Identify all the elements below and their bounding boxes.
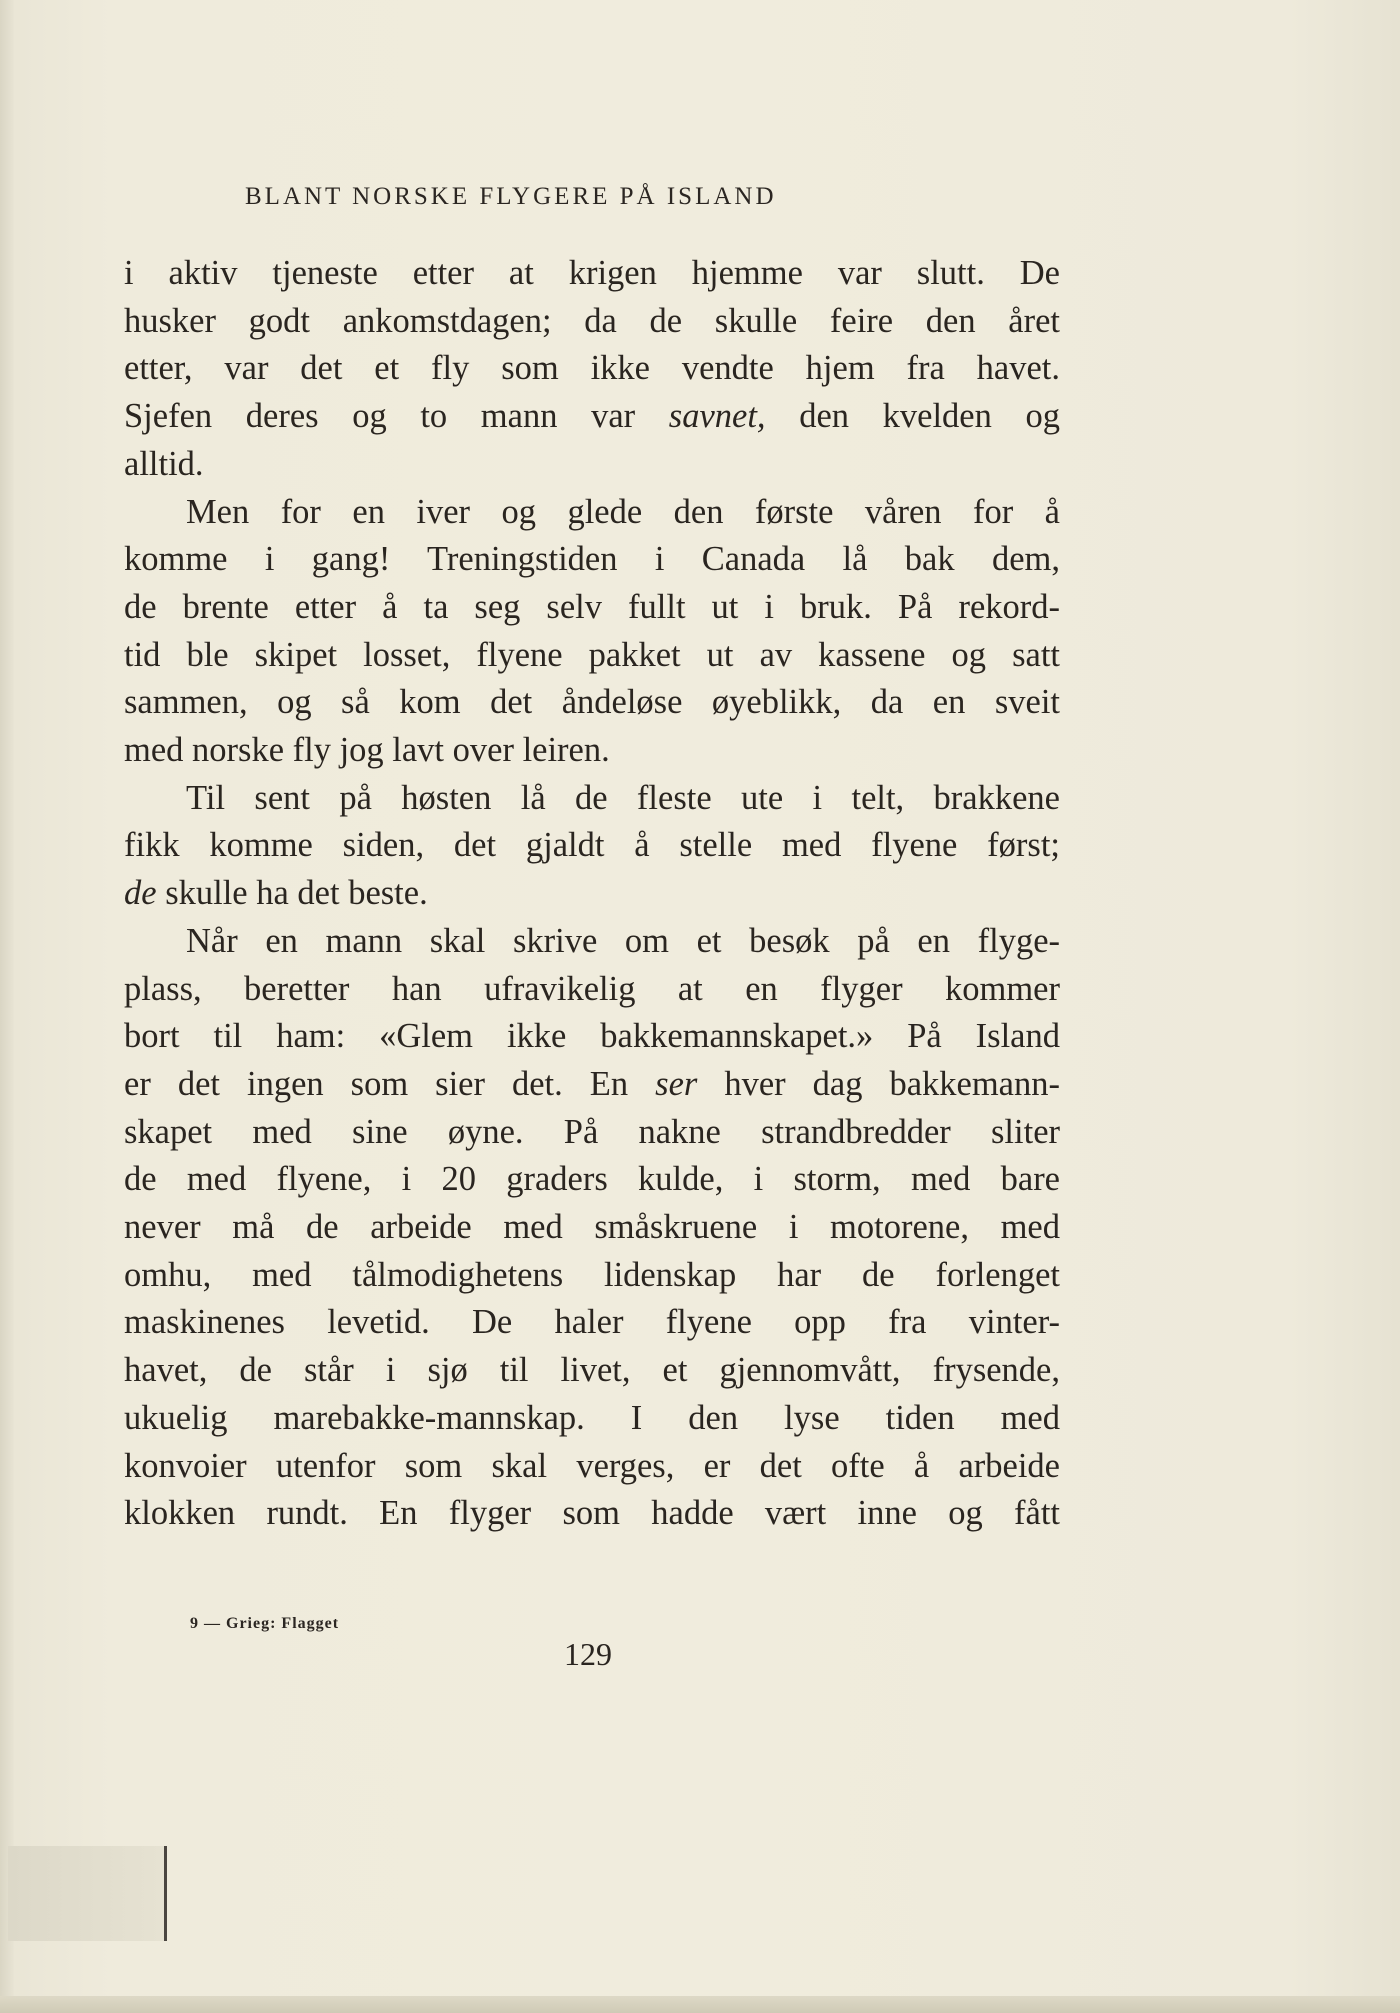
text-line: never må de arbeide med småskruene i motorene, med xyxy=(124,1208,1060,1247)
body-text xyxy=(124,250,1060,1538)
printer-signature-mark: 9 — Grieg: Flagget xyxy=(190,1615,340,1632)
page-number: 129 xyxy=(564,1636,612,1672)
text-line: med norske fly jog lavt over leiren. xyxy=(124,731,610,770)
text-line: bort til ham: «Glem ikke bakkemannskapet.» På Island xyxy=(124,1017,1060,1056)
text-line: omhu, med tålmodighetens lidenskap har de forlenget xyxy=(124,1255,1060,1294)
text-line: komme i gang! Treningstiden i Canada lå bak dem, xyxy=(124,540,1060,579)
text-line: husker godt ankomstdagen; da de skulle feire den året xyxy=(124,301,1060,340)
text-line: i aktiv tjeneste etter at krigen hjemme var slutt. De xyxy=(124,254,1060,292)
italic-emphasis: savnet, xyxy=(668,397,766,436)
text-line: de skulle ha det beste. xyxy=(124,874,428,913)
margin-mark xyxy=(8,1846,167,1941)
text-line: fikk komme siden, det gjaldt å stelle med flyene først; xyxy=(124,826,1060,865)
text-line: Men for en iver og glede den første våren for å xyxy=(186,492,1060,531)
text-line: maskinenes levetid. De haler flyene opp fra vinter- xyxy=(124,1303,1060,1342)
italic-emphasis: ser xyxy=(655,1064,698,1103)
text-line: ukuelig marebakke-mannskap. I den lyse tiden med xyxy=(124,1398,1060,1437)
text-line: alltid. xyxy=(124,444,204,483)
italic-emphasis: de xyxy=(124,874,157,913)
text-line: konvoier utenfor som skal verges, er det ofte å arbeide xyxy=(124,1446,1060,1485)
text-line: klokken rundt. En flyger som hadde vært inne og fått xyxy=(124,1494,1060,1533)
text-line: tid ble skipet losset, flyene pakket ut av kassene og satt xyxy=(124,635,1060,674)
text-line: de brente etter å ta seg selv fullt ut i bruk. På rekord- xyxy=(124,587,1060,626)
text-line: plass, beretter han ufravikelig at en flyger kommer xyxy=(124,969,1060,1008)
page-bottom-edge xyxy=(0,1996,1400,2013)
text-line: er det ingen som sier det. En ser hver dag bakkemann- xyxy=(124,1064,1060,1103)
text-line: havet, de står i sjø til livet, et gjennomvått, frysende, xyxy=(124,1351,1060,1390)
text-line: Sjefen deres og to mann var savnet, den kvelden og xyxy=(124,397,1060,436)
text-line: skapet med sine øyne. På nakne strandbredder sliter xyxy=(124,1112,1060,1151)
text-line: etter, var det et fly som ikke vendte hjem fra havet. xyxy=(124,349,1060,388)
text-line: Når en mann skal skrive om et besøk på en flyge- xyxy=(186,921,1060,960)
running-head: BLANT NORSKE FLYGERE PÅ ISLAND xyxy=(245,183,777,210)
text-line: sammen, og så kom det åndeløse øyeblikk, da en sveit xyxy=(124,683,1060,722)
text-line: de med flyene, i 20 graders kulde, i storm, med bare xyxy=(124,1160,1060,1199)
text-line: Til sent på høsten lå de fleste ute i telt, brakkene xyxy=(186,778,1060,817)
page-gutter xyxy=(0,0,14,2013)
